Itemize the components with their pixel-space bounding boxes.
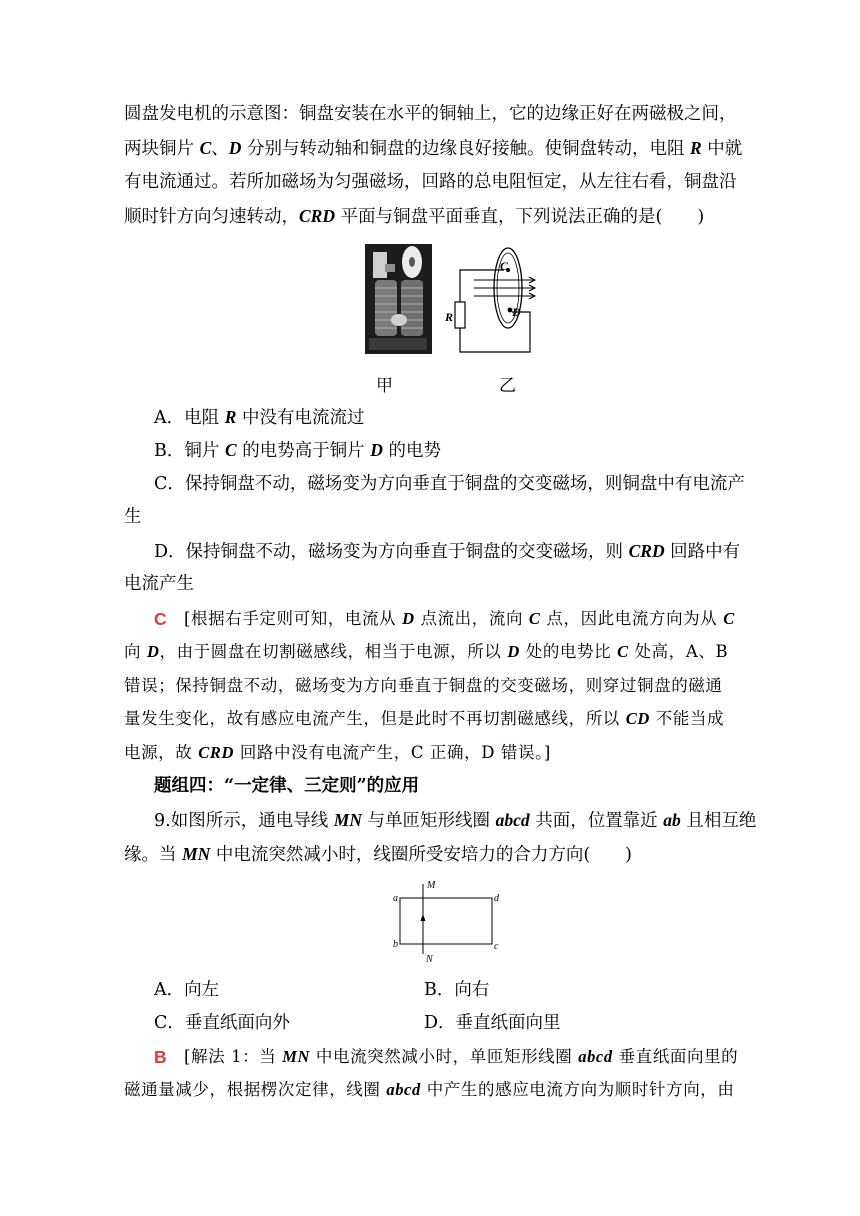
text-run: 点流出，流向	[414, 609, 529, 628]
variable-symbol: D	[146, 642, 160, 661]
text-run: 量发生变化，故有感应电流产生，但是此时不再切割磁感线，所以	[124, 709, 626, 728]
text-run: 共面，位置靠近	[529, 811, 664, 831]
text-run: B．铜片	[154, 441, 225, 461]
text-run: 处的电势比	[519, 642, 618, 661]
label-b: b	[393, 939, 398, 950]
text-run: 回路中有	[664, 542, 741, 562]
q8-stem-line	[124, 204, 704, 229]
variable-symbol: R	[224, 407, 237, 427]
q8-option-b	[154, 438, 441, 463]
figure-caption-jia: 甲	[376, 376, 393, 395]
disc-generator-photo	[365, 244, 432, 354]
text-run: D．保持铜盘不动，磁场变为方向垂直于铜盘的交变磁场，则	[154, 542, 629, 562]
text-run: 、	[211, 139, 229, 159]
text-run: 中就	[701, 139, 743, 159]
variable-symbol: C	[723, 609, 735, 628]
text-run: 处高，A、B	[628, 642, 729, 661]
variable-symbol: D	[507, 642, 520, 661]
q9-answer: B	[154, 1047, 167, 1067]
wire-loop-diagram	[390, 874, 506, 966]
text-run: 中产生的感应电流方向为顺时针方向，由	[420, 1080, 735, 1099]
variable-symbol: MN	[333, 810, 362, 830]
q8-option-a	[154, 405, 364, 430]
text-run: A．电阻	[154, 408, 225, 428]
q8-option-c-cont	[124, 505, 142, 529]
variable-symbol: C	[199, 138, 212, 158]
q9-stem-line	[154, 808, 756, 833]
label-c: c	[494, 941, 499, 952]
variable-symbol: C	[528, 609, 541, 628]
text-run: 且相互绝	[680, 811, 757, 831]
q8-solution-line	[184, 607, 735, 631]
text-run: 电源，故	[124, 743, 199, 762]
q8-solution-line	[124, 674, 723, 698]
label-d: d	[494, 893, 499, 904]
variable-symbol: abcd	[386, 1080, 421, 1099]
text-run: 平面与铜盘平面垂直，下列说法正确的是( )	[334, 207, 705, 227]
text-run: 回路中没有电流产生，C 正确，D 错误。]	[233, 743, 551, 762]
q9-option-a: A．向左	[154, 980, 220, 1000]
text-run: 中电流突然减小时，线圈所受安培力的合力方向( )	[210, 845, 632, 865]
text-run: 向	[124, 642, 147, 661]
text-run: 点，因此电流方向为从	[540, 609, 724, 628]
text-run: 的电势	[382, 441, 441, 461]
text-run: 电流产生	[124, 574, 194, 594]
q8-stem-line	[124, 170, 737, 194]
text-run: C．保持铜盘不动，磁场变为方向垂直于铜盘的交变磁场，则铜盘中有电流产	[154, 474, 745, 494]
text-run: 圆盘发电机的示意图：铜盘安装在水平的铜轴上，它的边缘正好在两磁极之间，	[124, 104, 737, 124]
text-run: 顺时针方向匀速转动，	[124, 207, 299, 227]
q9-option-d: D．垂直纸面向里	[424, 1013, 561, 1033]
text-run: 与单匝矩形线圈	[361, 811, 496, 831]
label-C: C	[500, 259, 509, 273]
text-run: [根据右手定则可知，电流从	[184, 609, 403, 628]
q8-option-d	[154, 539, 740, 564]
q9-solution-line	[124, 1078, 735, 1102]
group-title: 题组四：“一定律、三定则”的应用	[154, 776, 420, 796]
text-run: 中没有电流流过	[236, 408, 365, 428]
text-run: 错误；保持铜盘不动，磁场变为方向垂直于铜盘的交变磁场，则穿过铜盘的磁通	[124, 676, 723, 695]
variable-symbol: abcd	[495, 810, 530, 830]
text-run: 生	[124, 507, 142, 527]
text-run: 两块铜片	[124, 139, 200, 159]
q8-solution-line	[124, 741, 551, 765]
text-run: 垂直纸面向里的	[612, 1047, 739, 1066]
variable-symbol: D	[402, 609, 415, 628]
label-N: N	[426, 954, 433, 965]
q8-answer: C	[154, 609, 167, 629]
variable-symbol: C	[224, 440, 237, 460]
variable-symbol: MN	[282, 1047, 311, 1066]
text-run: 的电势高于铜片	[236, 441, 371, 461]
q8-option-c	[154, 472, 745, 496]
q8-solution-line	[124, 707, 724, 731]
text-run: 缘。当	[124, 845, 183, 865]
variable-symbol: D	[228, 138, 242, 158]
q8-stem-line	[124, 136, 742, 161]
text-run: ，由于圆盘在切割磁感线，相当于电源，所以	[159, 642, 508, 661]
text-run: 分别与转动轴和铜盘的边缘良好接触。使铜盘转动，电阻	[241, 139, 691, 159]
variable-symbol: D	[370, 440, 383, 460]
q8-option-d-cont	[124, 572, 194, 596]
text-run: 有电流通过。若所加磁场为匀强磁场，回路的总电阻恒定，从左往右看，铜盘沿	[124, 172, 737, 192]
disc-circuit-diagram	[444, 240, 544, 358]
text-run: 中电流突然减小时，单匝矩形线圈	[310, 1047, 579, 1066]
variable-symbol: R	[690, 138, 702, 158]
q8-solution-line	[124, 640, 728, 664]
variable-symbol: abcd	[578, 1047, 613, 1066]
q9-option-b: B．向右	[424, 980, 490, 1000]
variable-symbol: CD	[625, 709, 650, 728]
q8-stem-line	[124, 102, 737, 126]
label-D: D	[512, 305, 521, 319]
label-a: a	[393, 893, 398, 904]
text-run: 9.如图所示，通电导线	[154, 811, 334, 831]
variable-symbol: MN	[182, 844, 211, 864]
variable-symbol: CRD	[628, 541, 665, 561]
variable-symbol: CRD	[299, 206, 335, 226]
q9-stem-line	[124, 842, 632, 867]
figure-caption-yi: 乙	[499, 376, 516, 395]
variable-symbol: ab	[663, 810, 681, 830]
text-run: 不能当成	[649, 709, 725, 728]
variable-symbol: C	[617, 642, 629, 661]
label-R: R	[445, 310, 454, 324]
text-run: [解法 1：当	[184, 1047, 283, 1066]
q9-option-c: C．垂直纸面向外	[154, 1013, 290, 1033]
q9-solution-line	[184, 1045, 738, 1069]
label-M: M	[427, 880, 436, 891]
variable-symbol: CRD	[198, 743, 234, 762]
text-run: 磁通量减少，根据楞次定律，线圈	[124, 1080, 387, 1099]
